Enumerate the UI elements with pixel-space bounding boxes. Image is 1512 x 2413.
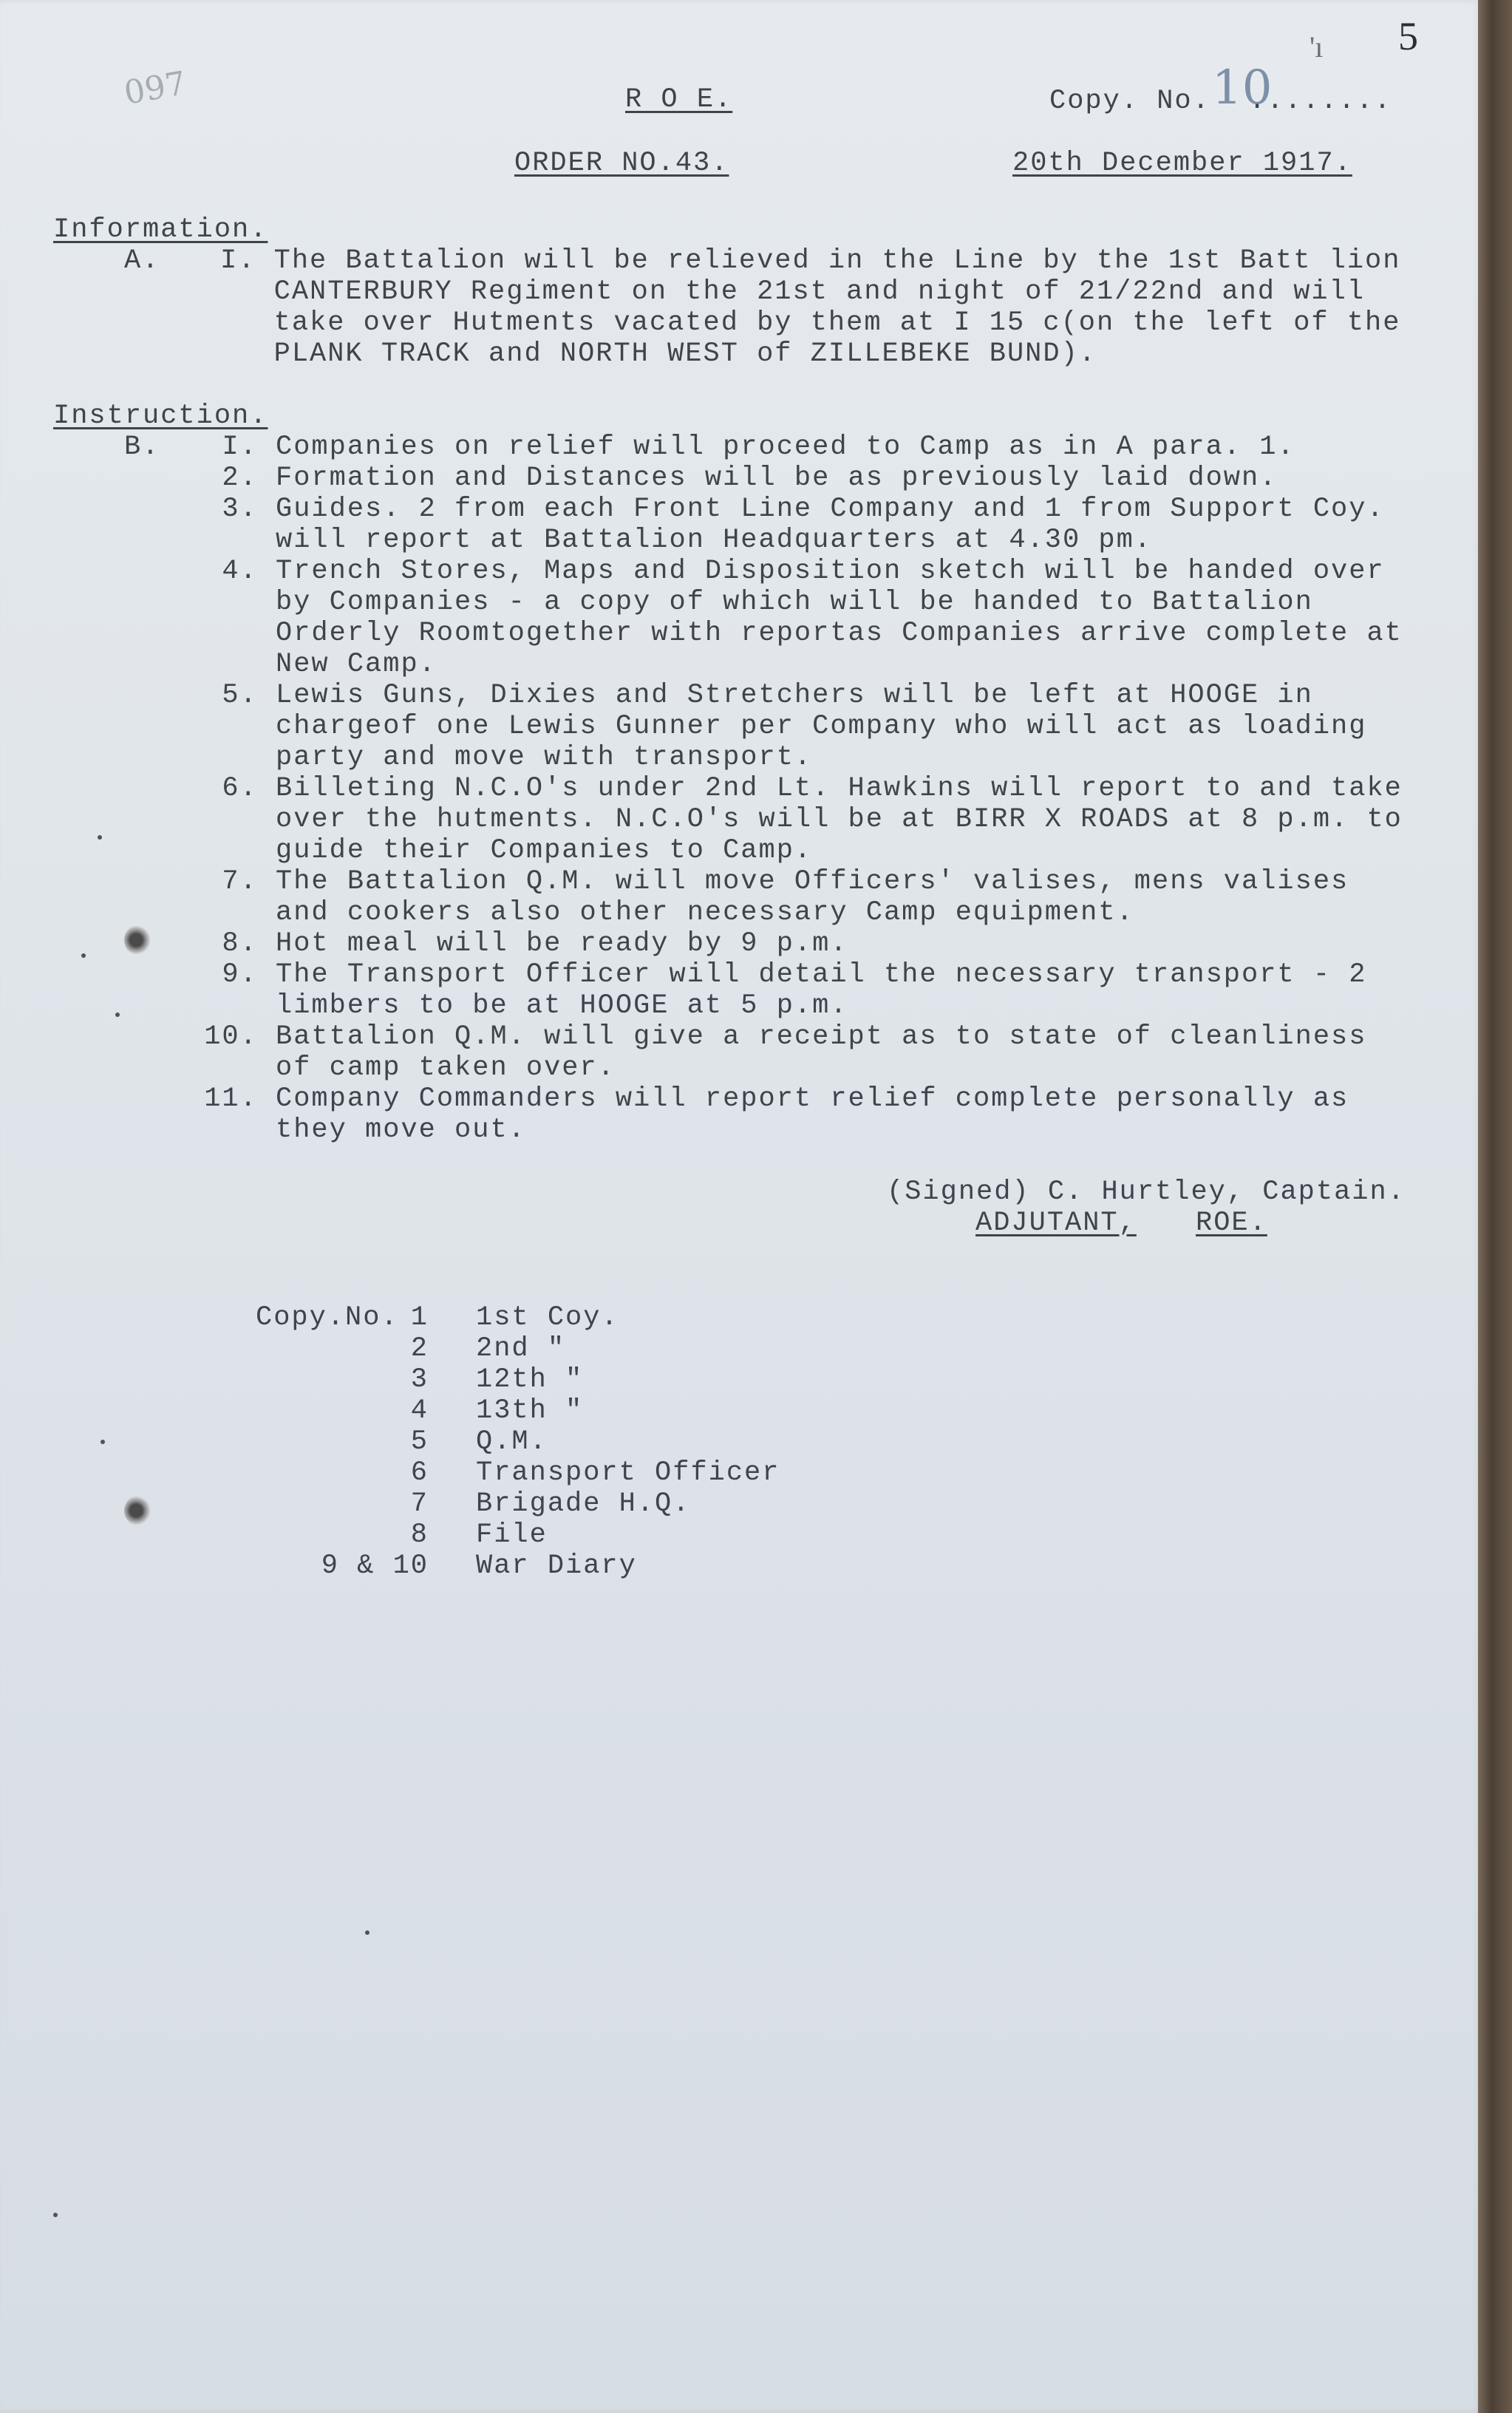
instruction-line: 4. Trench Stores, Maps and Disposition sketch will be handed over bbox=[186, 556, 1385, 587]
copy-label: Copy. No. bbox=[1049, 86, 1210, 117]
instruction-line: Orderly Roomtogether with reportas Companies arrive complete at bbox=[186, 618, 1403, 649]
copy-recipient: 2nd " bbox=[476, 1333, 566, 1364]
paper-speck bbox=[81, 953, 86, 958]
instruction-list bbox=[186, 432, 1403, 1146]
instruction-line: party and move with transport. bbox=[186, 742, 813, 773]
instruction-line: will report at Battalion Headquarters at 4.30 pm. bbox=[186, 525, 1152, 556]
copy-recipient: Brigade H.Q. bbox=[476, 1488, 691, 1519]
instruction-line: 3. Guides. 2 from each Front Line Company and 1 from Support Coy. bbox=[186, 494, 1385, 525]
copy-number-handwritten: 10 bbox=[1212, 61, 1273, 115]
instruction-line: limbers to be at HOOGE at 5 p.m. bbox=[186, 990, 848, 1021]
information-line: PLANK TRACK and NORTH WEST of ZILLEBEKE BUND). bbox=[220, 338, 1097, 370]
instruction-line: 11. Company Commanders will report relief complete personally as bbox=[186, 1083, 1349, 1114]
distribution-list bbox=[303, 1302, 835, 1582]
instruction-line: 6. Billeting N.C.O's under 2nd Lt. Hawkins will report to and take bbox=[186, 773, 1403, 804]
adjutant-label: ADJUTANT, bbox=[975, 1208, 1137, 1239]
paper-speck bbox=[365, 1930, 370, 1935]
distribution-label: Copy.No. bbox=[256, 1302, 399, 1333]
copy-number: 4 bbox=[410, 1395, 429, 1426]
paper-speck bbox=[115, 1012, 120, 1017]
copy-recipient: 12th " bbox=[476, 1364, 584, 1395]
signature-line: (Signed) C. Hurtley, Captain. bbox=[887, 1177, 1406, 1208]
instruction-line: 7. The Battalion Q.M. will move Officers' valises, mens valises bbox=[186, 866, 1349, 897]
copy-recipient: File bbox=[476, 1519, 548, 1551]
information-line: take over Hutments vacated by them at I 15 c(on the left of the bbox=[220, 307, 1401, 338]
section-b-label: B. bbox=[124, 432, 160, 463]
page-number: 5 bbox=[1398, 14, 1418, 58]
distribution-row bbox=[303, 1488, 835, 1519]
distribution-row bbox=[303, 1333, 835, 1364]
distribution-row bbox=[303, 1551, 835, 1582]
punch-hole bbox=[124, 1496, 151, 1525]
paper-speck bbox=[101, 1440, 105, 1444]
copy-recipient: Q.M. bbox=[476, 1426, 548, 1457]
punch-hole bbox=[124, 925, 151, 955]
order-date: 20th December 1917. bbox=[1012, 148, 1352, 179]
copy-recipient: War Diary bbox=[476, 1551, 637, 1582]
copy-number: 6 bbox=[410, 1457, 429, 1488]
distribution-row bbox=[303, 1519, 835, 1551]
instruction-line: 10. Battalion Q.M. will give a receipt as to state of cleanliness bbox=[186, 1021, 1367, 1052]
distribution-row bbox=[303, 1302, 835, 1333]
distribution-row bbox=[303, 1364, 835, 1395]
copy-number: 8 bbox=[410, 1519, 429, 1551]
instruction-line: 8. Hot meal will be ready by 9 p.m. bbox=[186, 928, 848, 959]
copy-recipient: Transport Officer bbox=[476, 1457, 780, 1488]
paper-speck bbox=[53, 2213, 58, 2217]
instruction-line: by Companies - a copy of which will be handed to Battalion bbox=[186, 587, 1313, 618]
pencil-annotation: 097 bbox=[121, 64, 189, 112]
paper-speck bbox=[98, 835, 102, 840]
instruction-line: guide their Companies to Camp. bbox=[186, 835, 813, 866]
distribution-row bbox=[303, 1426, 835, 1457]
instruction-line: of camp taken over. bbox=[186, 1052, 616, 1083]
information-heading: Information. bbox=[53, 214, 268, 245]
instruction-line: they move out. bbox=[186, 1114, 526, 1146]
section-a-label: A. bbox=[124, 245, 160, 276]
copy-recipient: 13th " bbox=[476, 1395, 584, 1426]
instruction-line: 9. The Transport Officer will detail the necessary transport - 2 bbox=[186, 959, 1367, 990]
order-number: ORDER NO.43. bbox=[514, 148, 729, 179]
information-line: I. The Battalion will be relieved in the Line by the 1st Batt lion bbox=[220, 245, 1401, 276]
copy-number: 3 bbox=[410, 1364, 429, 1395]
copy-dots: ........ bbox=[1249, 86, 1392, 117]
instruction-line: chargeof one Lewis Gunner per Company who will act as loading bbox=[186, 711, 1367, 742]
copy-recipient: 1st Coy. bbox=[476, 1302, 619, 1333]
instruction-line: New Camp. bbox=[186, 649, 437, 680]
desk-edge bbox=[1478, 0, 1512, 2413]
unit-heading: R O E. bbox=[625, 84, 733, 115]
instruction-line: 2. Formation and Distances will be as previously laid down. bbox=[186, 463, 1278, 494]
distribution-row bbox=[303, 1395, 835, 1426]
instruction-heading: Instruction. bbox=[53, 401, 268, 432]
distribution-row bbox=[303, 1457, 835, 1488]
instruction-line: over the hutments. N.C.O's will be at BIRR X ROADS at 8 p.m. to bbox=[186, 804, 1403, 835]
page-mark: 'ı bbox=[1310, 30, 1324, 64]
copy-number: 2 bbox=[410, 1333, 429, 1364]
copy-number: 1 bbox=[410, 1302, 429, 1333]
copy-number: 5 bbox=[410, 1426, 429, 1457]
instruction-line: and cookers also other necessary Camp equipment. bbox=[186, 897, 1134, 928]
copy-number: 9 & 10 bbox=[321, 1551, 429, 1582]
instruction-line: I. Companies on relief will proceed to Camp as in A para. 1. bbox=[186, 432, 1295, 463]
instruction-line: 5. Lewis Guns, Dixies and Stretchers will be left at HOOGE in bbox=[186, 680, 1313, 711]
copy-number: 7 bbox=[410, 1488, 429, 1519]
signature-unit: ROE. bbox=[1196, 1208, 1267, 1239]
information-line: CANTERBURY Regiment on the 21st and night of 21/22nd and will bbox=[220, 276, 1366, 307]
information-paragraph bbox=[220, 245, 1400, 370]
